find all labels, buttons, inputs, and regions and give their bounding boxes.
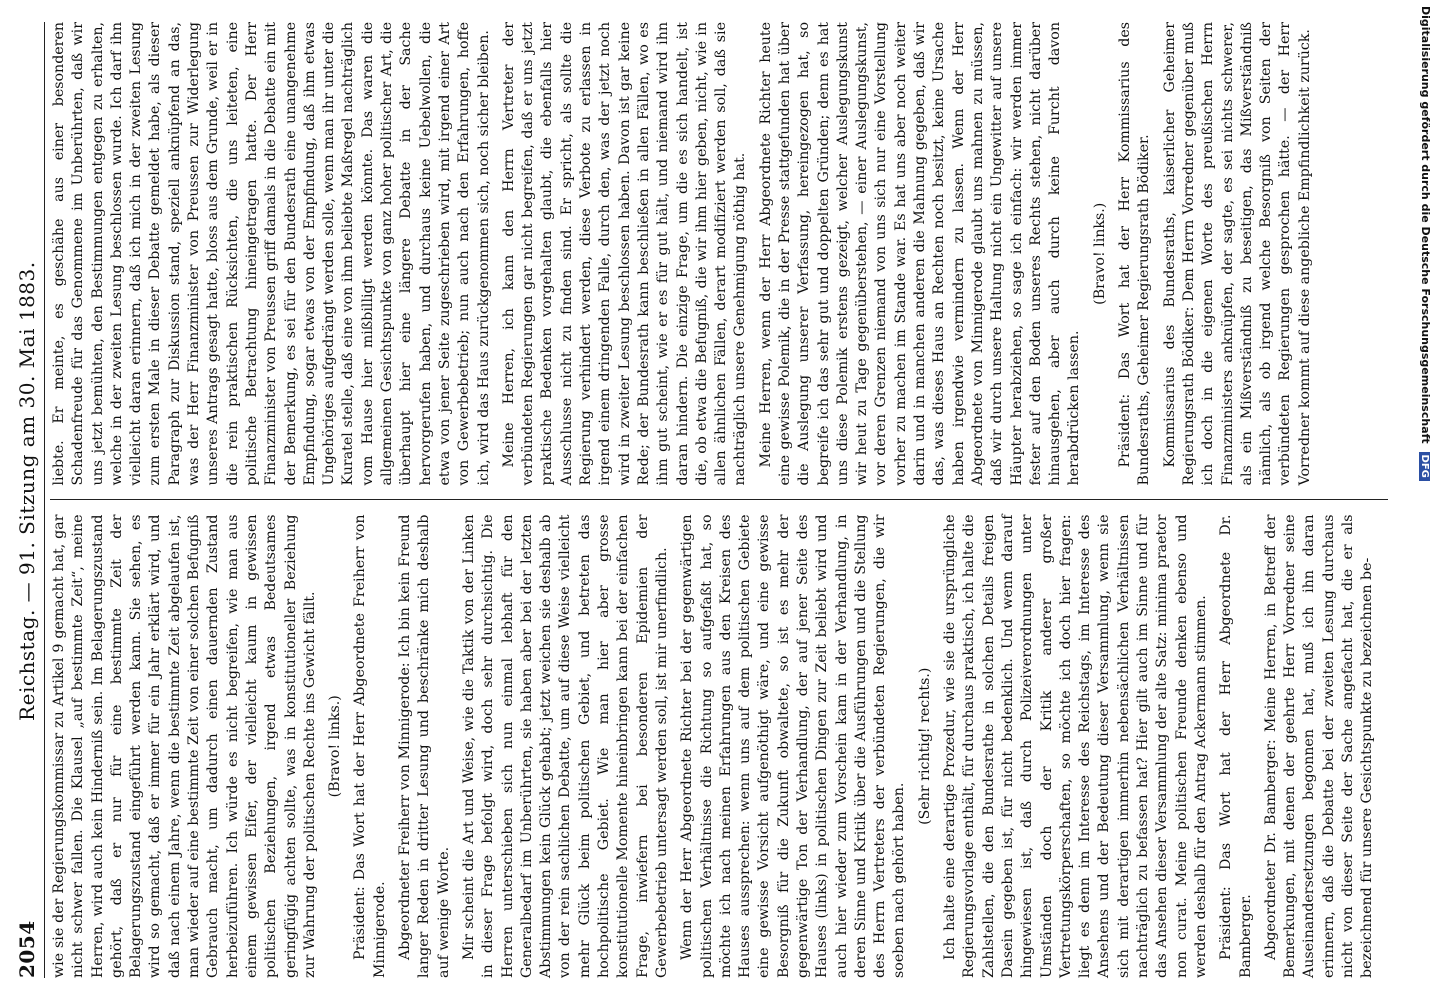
- left-column: [50, 515, 1388, 979]
- paragraph: Kommissarius des Bundesraths, kaiserlicher Geheimer Regierungsrath Bödiker: Dem Herrn Vorredner gegenüber muß ich doch in die eigenen Worte des preußischen Herrn Finanzministers anknüpfen, der sagte, es sei nichts schwerer, als ein Mißverständniß zu beseitigen, das Mißverständniß nämlich, als ob irgend welche Besorgniß von Seiten der verbündeten Regierungen gesprochen hätte. — der Herr Vorredner kommt auf diese angebliche Empfindlichkeit zurück.: [1161, 22, 1313, 486]
- paragraph: wie sie der Regierungskommissar zu Artikel 9 gemacht hat, gar nicht schwer fallen. Die Klausel „auf bestimmte Zeit“, meine Herren, wird auch kein Hinderniß sein. Im Belagerungszustand gehört, daß er nur für eine bestimmte Zeit der Belagerungszustand eingeführt werden kann. Sie sehen, es wird so gemacht, daß er immer für ein Jahr erklärt wird, und daß nach einem Jahre, wenn die bestimmte Zeit abgelaufen ist, man wieder auf eine bestimmte Zeit von einer solchen Befugniß Gebrauch macht, um dadurch einen dauernden Zustand herbeizuführen. Ich würde es nicht begreifen, wie man aus einem gewissen Eifer, der vielleicht kaum in gewissen politischen Beziehungen, irgend etwas Bedeutsames geringfügig achten sollte, was in konstitutioneller Beziehung zur Wahrung der politischen Rechte ins Gewicht fällt.: [51, 514, 318, 978]
- column-divider: [50, 500, 1388, 501]
- page-number: 2054: [15, 920, 39, 978]
- paragraph: Präsident: Das Wort hat der Herr Abgeordnete Freiherr von Minnigerode.: [352, 514, 388, 978]
- paragraph: Meine Herren, wenn der Herr Abgeordnete Richter heute eine gewisse Polemik, die in der Presse stattgefunden hat über die Auslegung unserer Verfassung, hereingezogen hat, so begreife ich das sehr gut und doppelten Gründen; denn es hat uns diese Polemik erstens gezeigt, welcher Auslegungskunst wir heut zu Tage gegenüberstehen, — einer Auslegungskunst, vor deren Grenzen niemand von uns sich nur eine Vorstellung vorher zu machen im Stande war. Es hat uns aber noch weiter darin und in manchen anderen die Mahnung gegeben, daß wir das, was dieses Haus an Rechten noch besitzt, keine Ursache haben irgendwie vermindern zu lassen. Wenn der Herr Abgeordnete von Minnigerode glaubt uns mahnen zu müssen, daß wir durch unsere Haltung nicht ein Ungewitter auf unsere Häupter herabziehen, so sage ich einfach: wir werden immer fester auf den Boden unseres Rechts stehen, nicht darüber hinausgehen, aber auch durch keine Furcht davon herabdrücken lassen.: [757, 22, 1083, 486]
- interjection: (Bravo! links.): [1091, 202, 1108, 305]
- paragraph: Meine Herren, ich kann den Herrn Vertreter der verbündeten Regierungen gar nicht begreifen, daß er uns jetzt praktische Bedenken vorgehalten glaubt, die ebenfalls hier Ausschlusse nicht zu finden sind. Er spricht, als sollte die Regierung verhindert werden, diese Verbote zu erlassen in irgend einem dringenden Falle, durch den, was der jetzt noch wird in zweiter Lesung beschlossen haben. Davon ist gar keine Rede; der Bundesrath kann beschließen in allen Fällen, wo es ihm gut scheint, wie er es für gut hält, und niemand wird ihn daran hindern. Die einzige Frage, um die es sich handelt, ist die, ob etwa die Befugniß, die wir ihm hier geben, nicht, wie in allen ähnlichen Fällen, derart modifiziert werden soll, daß sie nachträglich unsere Genehmigung nöthig hat.: [500, 22, 749, 486]
- paragraph: Mir scheint die Art und Weise, wie die Taktik von der Linken in dieser Frage befolgt wird, doch sehr durchsichtig. Die Herren unterschieben sich nun einmal lebhaft für den Generalbedarf im Unberührten, sie haben aber bei der letzten Abstimmungen kein Glück gehabt; jetzt weichen sie deshalb ab von der rein sachlichen Debatte, um auf diese Weise vielleicht mehr Glück beim politischen Gebiet, und betreten das hochpolitische Gebiet. Wie man hier aber grosse konstitutionelle Momente hineinbringen kann bei der einfachen Frage, inwiefern bei besonderen Epidemien der Gewerbebetrieb untersagt werden soll, ist mir unerfindlich.: [460, 514, 670, 978]
- interjection: (Bravo! links.): [327, 695, 344, 798]
- page-header: [10, 22, 45, 978]
- interjection: (Sehr richtig! rechts.): [916, 667, 933, 825]
- dfg-logo: DFG: [1419, 452, 1430, 481]
- paragraph: Ich halte eine derartige Prozedur, wie sie die ursprüngliche Regierungsvorlage enthält, für durchaus praktisch, ich halte die Zahlstellen, die den Bundesrathe in solchen Details freigen Dasein gegeben ist, für nicht bedenklich. Und wenn darauf hingewiesen ist, daß durch Polizeiverordnungen unter Umständen doch der Kritik anderer großer Vertretungskörperschaften, so möchte ich doch hier fragen: liegt es denn im Interesse des Reichstags, im Interesse des Ansehens und der Bedeutung dieser Versammlung, wenn sie sich mit derartigen immerhin nebensächlichen Verhältnissen nachträglich zu befassen hat? Hier gilt auch im Sinne und für das Ansehen dieser Versammlung der alte Satz: minima praetor non curat. Meine politischen Freunde denken ebenso und werden deshalb für den Antrag Ackermann stimmen.: [942, 514, 1209, 978]
- paragraph: Wenn der Herr Abgeordnete Richter bei der gegenwärtigen politischen Verhältnisse die Richtung so aufgefaßt hat, so möchte ich nach meinen Erfahrungen aus den Kreisen des Hauses aussprechen: wenn uns auf dem politischen Gebiete eine gewisse Vorsicht aufgenöthigt wäre, und eine gewisse Besorgniß für die Zukunft obwaltete, so ist es mehr der gegenwärtige Ton der Verhandlung, der auf jener Seite des Hauses (links) in politischen Dingen zur Zeit beliebt wird und auch hier wieder zum Vorschein kam in der Verhandlung, in deren Sinne und Kritik über die Ausführungen und die Stellung des Herrn Vertreters der verbündeten Regierungen, die wir soeben nach gehört haben.: [679, 514, 908, 978]
- credit-text: Digitalisierung gefördert durch die Deutsche Forschungsgemeinschaft: [1419, 6, 1432, 444]
- paragraph: Präsident: Das Wort hat der Herr Kommissarius des Bundesraths, Geheimer Regierungsrath Bödiker.: [1117, 22, 1153, 486]
- right-column: [50, 22, 1388, 486]
- paragraph: liebte. Er meinte, es geschähe aus einer besonderen Schadenfreude für das Genommene im Unberührten, daß wir uns jetzt bemühten, den Bestimmungen entgegen zu erhalten, welche in der zweiten Lesung beschlossen wurde. Ich darf ihn vielleicht daran erinnern, daß ich mich in der zweiten Lesung zum ersten Male in dieser Debatte gemeldet habe, als dieser Paragraph zur Diskussion stand, speziell anknüpfend an das, was der Herr Finanzminister von Preussen zur Widerlegung unseres Antrags gesagt hatte, bloss aus dem Grunde, weil er in die rein praktischen Rücksichten, die uns leiteten, eine politische Betrachtung hineingetragen hatte. Der Herr Finanzminister von Preussen griff damals in die Debatte ein mit der Bemerkung, es sei für den Bundesrath eine unangenehme Empfindung, sogar etwas von der Empfindung, daß ihm etwas Ungehöriges aufgedrängt werden solle, wenn man ihr unter die Kuratel stelle, daß eine von ihm beliebte Maßregel nachträglich vom Hause hier mißbilligt werden könnte. Das waren die allgemeinen Gesichtspunkte von ganz hoher politischer Art, die überhaupt hier eine längere Debatte in der Sache hervorgerufen haben, und durchaus keine Uebelwollen, die etwa von jener Seite zugeschrieben wird, mit irgend einer Art von Gewerbebetrieb; nun auch nach den Erfahrungen, hoffe ich, wird das Haus zurückgenommen sich, noch sicher bleiben.: [51, 22, 492, 486]
- paragraph: Abgeordneter Dr. Bamberger: Meine Herren, in Betreff der Bemerkungen, mit denen der geehrte Herr Vorredner seine Auseinandersetzungen begonnen hat, muß ich ihn daran erinnern, daß die Debatte bei der zweiten Lesung durchaus nicht von dieser Seite der Sache angefacht hat, die er als bezeichnend für unsere Gesichtspunkte zu bezeichnen be-: [1262, 514, 1376, 978]
- running-title: Reichstag. — 91. Sitzung am 30. Mai 1883.: [15, 261, 39, 721]
- two-column-body: [50, 22, 1388, 978]
- paragraph: Abgeordneter Freiherr von Minnigerode: Ich bin kein Freund langer Reden in dritter Lesung und beschränke mich deshalb auf wenige Worte.: [397, 514, 452, 978]
- digitization-credit: [1412, 0, 1432, 1000]
- paragraph: Präsident: Das Wort hat der Herr Abgeordnete Dr. Bamberger.: [1218, 514, 1254, 978]
